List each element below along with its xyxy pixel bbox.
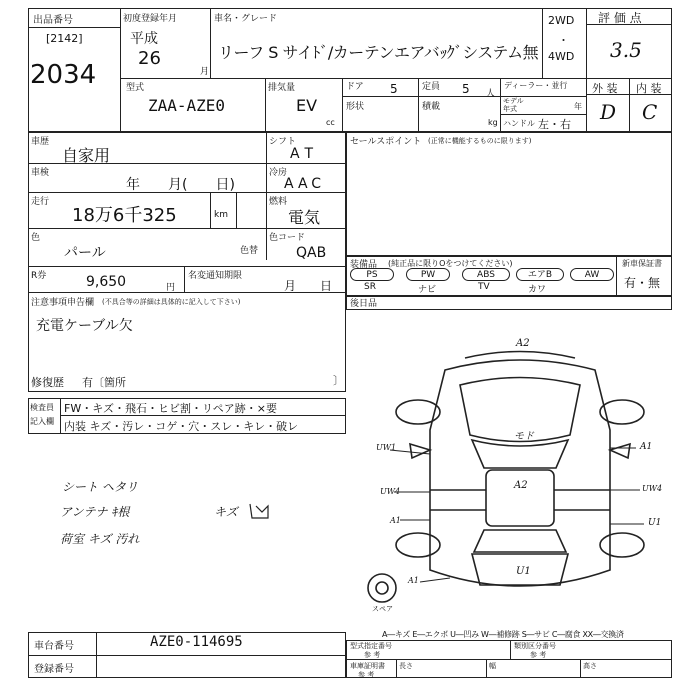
recycle: 9,650 [86,274,127,290]
handle: 左・右 [538,118,571,131]
shift: AT [290,146,320,162]
check-label1: 検査員 [30,403,54,412]
type-spec-ref: 参 考 [364,651,381,659]
details-block [28,132,346,392]
color-code: QAB [296,245,327,261]
after-item-label: 後日品 [350,299,378,309]
dmg-left4: A1 [408,576,419,585]
cc-unit: cc [326,118,335,127]
dmg-roof: A2 [514,480,528,491]
usage: 自家用 [62,146,111,165]
sales-label: セールスポイント [350,137,422,147]
displacement: EV [296,96,318,115]
type-spec-label: 型式指定番号 [350,642,392,650]
equip-navi: ナビ [418,285,437,295]
repair-end: 〕 [333,374,344,387]
repair: 有〔箇所 [82,376,126,389]
mark-sketch [248,502,272,522]
lot-code: [2142] [46,32,83,45]
equip-abs: ABS [462,268,510,281]
chassis-label: 車台番号 [34,641,74,652]
dmg-right2: UW4 [642,484,663,493]
dmg-rear: U1 [516,566,531,577]
score: 3.5 [610,38,642,62]
drive-dot: ・ [558,34,569,47]
reg-label: 登録番号 [34,664,74,675]
recycle-label: R券 [31,271,47,281]
height-label: 高さ [583,662,597,670]
color-code-label: 色コード [269,233,306,243]
km-unit: km [214,210,228,220]
dealer-label: ディーラー・並行 [504,81,568,90]
equip-ps: PS [350,268,394,281]
deadline: 月 日 [284,279,333,293]
person-unit: 人 [486,89,496,99]
warranty-label: 新車保証書 [622,259,662,268]
displacement-label: 排気量 [268,83,296,93]
mileage: 18万6千325 [72,205,177,226]
note-line1: シート ヘタリ [62,480,138,494]
exterior-label: 外 装 [592,82,618,95]
exterior-grade: D [600,100,617,124]
notes-label: 注意事項申告欄 [31,298,95,308]
interior-grade: C [642,100,658,124]
shape-label: 形状 [346,102,365,112]
length-label: 長さ [399,662,413,670]
dmg-left2: UW4 [380,487,401,496]
repair-label: 修復歴 [31,376,64,389]
color: パール [64,245,106,261]
equip-airbag: エアB [516,268,564,281]
color-change-label: 色替 [240,246,259,256]
shift-label: シフト [269,137,297,147]
dmg-hood: モド [514,431,534,442]
classification-ref: 参 考 [530,651,547,659]
equip-leather: カワ [528,285,547,295]
ac-label: 冷房 [269,168,288,178]
equip-aw: AW [570,268,614,281]
note-mark: キズ [214,505,238,519]
first-reg-label: 初度登録年月 [123,14,178,24]
capacity-label: 定員 [422,82,441,92]
score-label: 評 価 点 [598,11,642,25]
chassis: AZE0-114695 [150,634,243,650]
dmg-left3: A1 [390,516,401,525]
model-year-label: モデル年式 [503,97,524,113]
doors: 5 [390,82,398,96]
fuel: 電気 [288,208,321,227]
classification-label: 類別区分番号 [514,642,556,650]
fuel-label: 燃料 [269,197,288,207]
drive-2wd: 2WD [548,14,575,27]
handle-label: ハンドル [503,119,535,128]
check-row1: FW・キズ・飛石・ヒビ割・リペア跡・×要 [64,402,277,415]
ac: AAC [284,176,326,192]
equip-pw: PW [406,268,450,281]
warranty: 有・無 [624,276,661,290]
yen-unit: 円 [166,283,176,293]
color-label: 色 [31,233,41,243]
dmg-top: A2 [516,338,530,349]
inspection-label: 車検 [31,168,50,178]
year-unit: 年 [574,102,582,111]
deadline-label: 名変通知期限 [188,271,243,281]
dmg-right3: U1 [648,518,662,528]
load-label: 積載 [422,102,441,112]
kg-unit: kg [488,118,498,127]
check-label2: 記入欄 [30,417,54,426]
lot-label: 出品番号 [33,15,73,26]
sales-block [346,132,672,256]
after-item-block [346,296,672,310]
sales-sub: (正常に機能するものに限ります) [428,137,532,145]
note-line3: 荷室 キズ 汚れ [60,532,140,546]
check-row2: 内装 キズ・汚レ・コゲ・穴・スレ・キレ・破レ [64,420,299,433]
lot-number: 2034 [30,60,97,90]
year: 26 [138,48,161,69]
car-cert-ref: 参 考 [358,671,375,679]
equip-tv: TV [478,282,490,292]
doors-label: ドア [346,82,364,92]
drive-4wd: 4WD [548,50,575,63]
era: 平成 [130,31,158,47]
inspection: 年 月( 日) [126,177,235,193]
interior-label: 内 装 [636,82,662,95]
car-cert-label: 車庫証明書 [350,662,385,670]
name-grade: リーフ S サイﾄﾞ/カーテンエアバｯｸﾞシステム無 [218,43,539,62]
note-line2: アンテナ ｷ根 [60,505,130,519]
equipment-sub: (純正品に限りOをつけてください) [388,259,513,268]
notes: 充電ケーブル欠 [36,318,133,334]
equip-sr: SR [364,282,376,292]
width-label: 幅 [489,662,496,670]
name-grade-label: 車名・グレード [214,14,278,24]
usage-label: 車歴 [31,137,50,147]
legend: A―キズ E―エクボ U―凹み W―補修跡 S―サビ C―腐食 XX―交換済 [382,630,624,639]
model-label: 型式 [126,83,145,93]
dmg-right1: A1 [640,442,653,452]
notes-sub: (不具合等の詳細は具体的に記入して下さい) [102,298,241,306]
dmg-left1: UW1 [376,443,397,452]
spare-label: スペア [372,605,393,613]
capacity: 5 [462,82,470,96]
equipment-label: 装備品 [350,260,378,270]
model: ZAA-AZE0 [148,96,226,115]
month-unit: 月 [200,67,210,77]
mileage-label: 走行 [31,197,50,207]
